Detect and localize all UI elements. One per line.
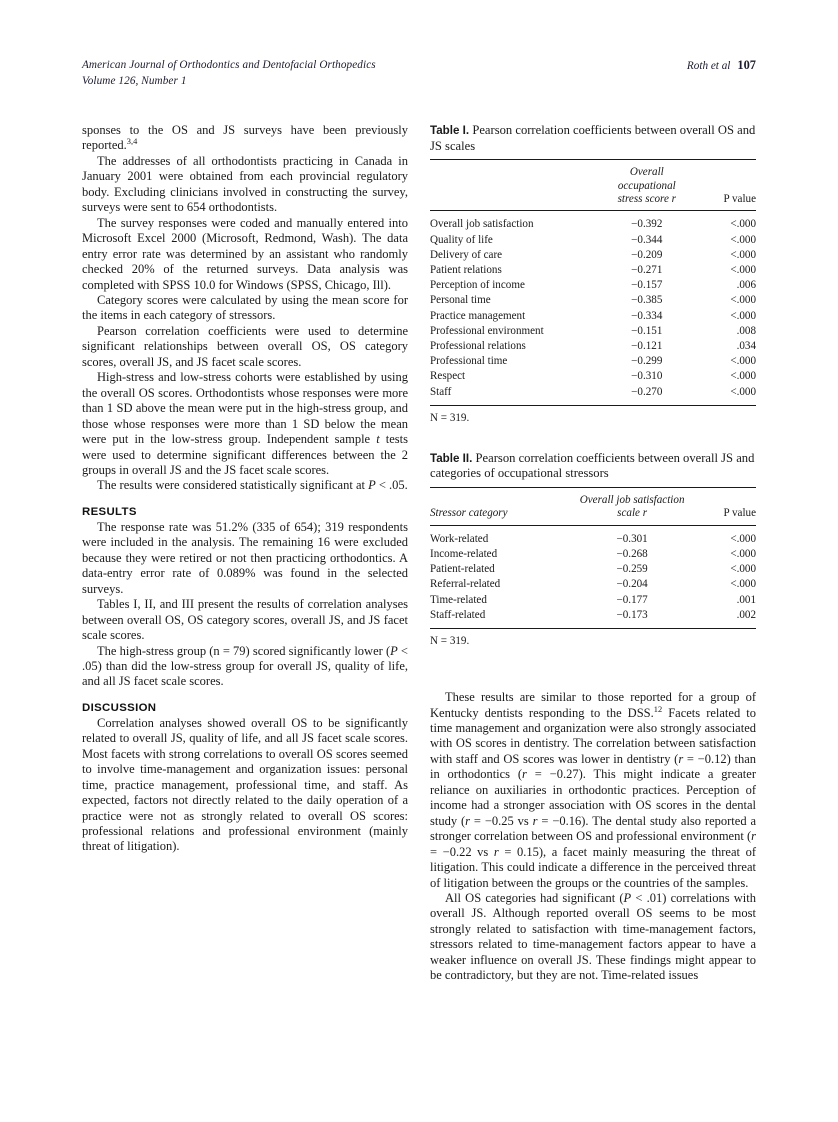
table-1-r1-label: Quality of life bbox=[430, 233, 493, 246]
table-1-header-span-line1: Overall occupational bbox=[603, 160, 691, 193]
table-1-header-pvalue: P value bbox=[691, 193, 756, 211]
table-1-r0-label: Overall job satisfaction bbox=[430, 218, 534, 231]
table-row bbox=[430, 369, 756, 384]
table-row bbox=[430, 233, 756, 248]
table-1-r10-label: Respect bbox=[430, 370, 466, 383]
table-1-r7-value: −0.151 bbox=[631, 324, 663, 337]
table-1 bbox=[430, 159, 756, 406]
journal-volume: Volume 126, Number 1 bbox=[82, 74, 187, 87]
table-2-r5-value: −0.173 bbox=[573, 608, 690, 629]
paragraph-significance: The results were considered statistically significant at P < .05. bbox=[97, 478, 408, 493]
paragraph-high-stress-group: The high-stress group (n = 79) scored significantly lower (P < .05) than did the low-stress group for overall JS, quality of life, and all JS facet scale scores. bbox=[82, 643, 408, 689]
table-row bbox=[430, 339, 756, 354]
p-italic: P bbox=[368, 478, 376, 493]
table-row bbox=[430, 211, 756, 233]
r-italic-4: r bbox=[532, 813, 538, 828]
r-italic-5: r bbox=[751, 829, 756, 844]
r-italic-3: r bbox=[465, 813, 471, 828]
reference-superscript: 3,4 bbox=[126, 137, 138, 147]
table-1-note: N = 319. bbox=[430, 411, 470, 424]
table-1-r8-pvalue: .034 bbox=[736, 340, 756, 353]
table-1-r4-value: −0.157 bbox=[631, 279, 663, 292]
table-1-r10-value: −0.310 bbox=[631, 370, 663, 383]
table-1-r4-label: Perception of income bbox=[430, 279, 525, 292]
table-1-header-stub bbox=[430, 160, 603, 193]
table-2-header-span-line2: scale r bbox=[573, 507, 690, 525]
table-2-r1-value: −0.268 bbox=[616, 548, 648, 561]
p-italic-3: P bbox=[623, 890, 632, 905]
table-2-body bbox=[430, 525, 756, 628]
table-2-caption: Pearson correlation coefficients between overall JS and categories of occupational stressors bbox=[430, 450, 755, 481]
paragraph-addresses: The addresses of all orthodontists practicing in Canada in January 2001 were obtained from each provincial regulatory body. Excluding clinicians involved in constructing the survey, surveys were sent to 654 orthodontists. bbox=[82, 153, 408, 215]
table-1-r5-value: −0.385 bbox=[631, 294, 663, 307]
left-column bbox=[82, 123, 408, 1068]
table-row bbox=[430, 608, 756, 629]
r-italic-2: r bbox=[522, 767, 527, 782]
table-2 bbox=[430, 487, 756, 629]
table-1-r1-value: −0.344 bbox=[631, 233, 663, 246]
table-1-r6-value: −0.334 bbox=[631, 309, 663, 322]
table-2-r0-pvalue: <.000 bbox=[730, 532, 756, 545]
table-row bbox=[430, 324, 756, 339]
table-1-r0-value: −0.392 bbox=[631, 218, 663, 231]
table-1-header-stub-2 bbox=[430, 193, 603, 211]
table-2-r3-label: Referral-related bbox=[430, 578, 501, 591]
table-row bbox=[430, 354, 756, 369]
table-1-r2-pvalue: <.000 bbox=[730, 248, 756, 261]
table-1-r6-label: Practice management bbox=[430, 309, 526, 322]
paragraph-response-rate: The response rate was 51.2% (335 of 654); 319 respondents were included in the analysis. The remaining 16 were excluded because they were retired or not then practicing orthodontics. A data-entry error rate of 0.089% was found in the selected surveys. bbox=[82, 519, 408, 596]
table-1-r11-value: −0.270 bbox=[603, 385, 691, 406]
table-1-r7-pvalue: .008 bbox=[736, 324, 756, 337]
table-2-header-row-1 bbox=[430, 488, 756, 508]
table-1-r5-pvalue: <.000 bbox=[730, 294, 756, 307]
table-2-r3-pvalue: <.000 bbox=[730, 578, 756, 591]
r-italic-6: r bbox=[493, 844, 499, 859]
table-1-r9-pvalue: <.000 bbox=[730, 355, 756, 368]
table-1-r8-value: −0.121 bbox=[631, 340, 663, 353]
table-2-head bbox=[430, 488, 756, 526]
table-1-r11-pvalue: <.000 bbox=[691, 385, 756, 406]
table-2-r4-value: −0.177 bbox=[616, 593, 648, 606]
table-2-r0-label: Work-related bbox=[430, 532, 489, 545]
paragraph-pearson: Pearson correlation coefficients were used to determine significant relationships between overall OS, OS category scores, overall JS, and JS facet scale scores. bbox=[82, 323, 408, 369]
table-1-header-row-1 bbox=[430, 160, 756, 193]
table-row bbox=[430, 577, 756, 592]
table-2-block bbox=[430, 451, 756, 648]
table-1-r3-label: Patient relations bbox=[430, 264, 502, 277]
table-1-block bbox=[430, 123, 756, 425]
table-1-title bbox=[430, 123, 756, 154]
table-2-r3-value: −0.204 bbox=[616, 578, 648, 591]
paragraph-discussion-correlation: Correlation analyses showed overall OS to be significantly related to overall JS, quality of life, and all JS facet scale scores. Most facets with strong correlations to overall OS scores seemed to involve time-management and organization issues: personal time, practice management, professional time, and staff. As expected, factors not directly related to the daily operation of a practice were not as strongly related to overall OS scores: professional relations and professional environment (mainly threat of litigation). bbox=[82, 715, 408, 854]
table-2-header-row-2 bbox=[430, 507, 756, 525]
table-2-header-spacer-2 bbox=[691, 488, 756, 508]
table-2-header-stub: Stressor category bbox=[430, 507, 573, 525]
table-1-r9-value: −0.299 bbox=[631, 355, 663, 368]
table-row bbox=[430, 263, 756, 278]
table-1-r0-pvalue: <.000 bbox=[730, 218, 756, 231]
table-1-body bbox=[430, 211, 756, 405]
table-row bbox=[430, 293, 756, 308]
journal-title: American Journal of Orthodontics and Dentofacial Orthopedics bbox=[82, 59, 376, 71]
running-head-authors-page bbox=[687, 58, 756, 75]
table-row bbox=[430, 593, 756, 608]
running-head-journal bbox=[82, 58, 376, 89]
table-2-r0-value: −0.301 bbox=[616, 532, 648, 545]
table-1-head bbox=[430, 160, 756, 211]
table-1-label: Table I. bbox=[430, 124, 470, 137]
table-row bbox=[430, 278, 756, 293]
page-number: 107 bbox=[737, 58, 756, 72]
paragraph-survey-coding: The survey responses were coded and manually entered into Microsoft Excel 2000 (Microsoft, Redmond, Wash). The data entry error rate was determined by an assistant who randomly checked 20% of the returned surveys. Data analysis was completed with SPSS 10.0 for Windows (SPSS, Chicago, Ill). bbox=[82, 215, 408, 292]
table-row bbox=[430, 562, 756, 577]
table-1-r3-pvalue: <.000 bbox=[730, 264, 756, 277]
table-2-r5-pvalue: .002 bbox=[691, 608, 756, 629]
table-2-label: Table II. bbox=[430, 451, 473, 465]
table-2-note: N = 319. bbox=[430, 635, 470, 648]
table-row bbox=[430, 309, 756, 324]
table-1-r4-pvalue: .006 bbox=[736, 279, 756, 292]
table-1-caption: Pearson correlation coefficients between overall OS and JS scales bbox=[430, 123, 756, 153]
paragraph-category-scores: Category scores were calculated by using the mean score for the items in each category of stressors. bbox=[82, 292, 408, 323]
table-2-r2-value: −0.259 bbox=[616, 563, 648, 576]
paragraph-continuation: sponses to the OS and JS surveys have been previously reported.$^{3,4}$ bbox=[82, 123, 408, 153]
table-1-r5-label: Personal time bbox=[430, 294, 491, 307]
running-head-authors: Roth et al bbox=[686, 60, 731, 72]
table-row bbox=[430, 248, 756, 263]
table-1-r9-label: Professional time bbox=[430, 355, 508, 368]
table-1-r7-label: Professional environment bbox=[430, 324, 544, 337]
heading-discussion: DISCUSSION bbox=[82, 701, 157, 714]
paragraph-cohorts: High-stress and low-stress cohorts were established by using the overall OS scores. Orthodontists whose responses were more than 1 SD above the mean were put in the high-stress group, and those whose responses were more than 1 SD below the mean were put in the low-stress group. Independent sample t tests were used to determine significant differences between the 2 groups in overall JS and the JS facet scale scores. bbox=[82, 370, 408, 477]
paragraph-tables-intro: Tables I, II, and III present the results of correlation analyses between overall OS, OS category scores, overall JS, and JS facet scale scores. bbox=[82, 597, 408, 643]
table-2-header-pvalue: P value bbox=[691, 507, 756, 525]
table-1-r1-pvalue: <.000 bbox=[730, 233, 756, 246]
table-1-r2-label: Delivery of care bbox=[430, 248, 503, 261]
paragraph-kentucky-comparison: These results are similar to those reported for a group of Kentucky dentists responding to the DSS.$^{12}$ Facets related to time management and organization were also strongly associated with OS scores in dentistry. The correlation between satisfaction with staff and OS scores was lower in dentistry (r = −0.12) than in orthodontics (r = −0.27). This might indicate a greater reliance on auxiliaries in orthodontic practices. Perception of income had a stronger association with OS scores in the dental study (r = −0.25 vs r = −0.16). The dental study also reported a stronger correlation between OS and professional environment (r = −0.22 vs r = 0.15), a facet mainly measuring the threat of litigation. This could indicate a difference in the perceived threat of litigation between the groups or the countries of the samples. bbox=[430, 690, 757, 890]
reference-superscript-12: 12 bbox=[653, 704, 663, 714]
table-row bbox=[430, 385, 756, 406]
table-row bbox=[430, 547, 756, 562]
table-2-r5-label: Staff-related bbox=[430, 608, 573, 629]
table-2-title bbox=[430, 451, 756, 482]
table-2-r4-label: Time-related bbox=[430, 593, 487, 606]
table-1-r10-pvalue: <.000 bbox=[730, 370, 756, 383]
table-2-header-span-line1: Overall job satisfaction bbox=[573, 488, 690, 508]
column-spacer bbox=[430, 674, 756, 690]
table-1-r2-value: −0.209 bbox=[631, 248, 663, 261]
heading-results: RESULTS bbox=[82, 505, 137, 518]
r-italic-1: r bbox=[678, 751, 684, 766]
table-2-r1-pvalue: <.000 bbox=[730, 548, 756, 561]
table-row bbox=[430, 525, 756, 547]
table-1-header-spacer bbox=[691, 160, 756, 193]
table-1-r6-pvalue: <.000 bbox=[730, 309, 756, 322]
t-test-italic: t bbox=[376, 432, 380, 447]
right-column bbox=[430, 123, 756, 1068]
running-head bbox=[82, 58, 756, 89]
table-1-r8-label: Professional relations bbox=[430, 340, 526, 353]
table-1-r11-label: Staff bbox=[430, 385, 603, 406]
table-2-r2-label: Patient-related bbox=[430, 563, 495, 576]
table-2-header-spacer bbox=[430, 488, 573, 508]
table-2-r2-pvalue: <.000 bbox=[730, 563, 756, 576]
table-2-r4-pvalue: .001 bbox=[736, 593, 756, 606]
table-1-r3-value: −0.271 bbox=[631, 264, 663, 277]
table-1-header-row-2 bbox=[430, 193, 756, 211]
paragraph-os-categories: All OS categories had significant (P < .01) correlations with overall JS. Although reported overall OS seems to be most strongly related to satisfaction with time-management factors, stressors related to time-management factors appear to have a weaker influence on overall JS. These findings might appear to be contradictory, but they are not. Time-related issues bbox=[430, 890, 756, 983]
table-1-header-span-line2: stress score r bbox=[603, 193, 691, 211]
p-italic-2: P bbox=[390, 643, 398, 658]
table-2-r1-label: Income-related bbox=[430, 548, 498, 561]
body-columns bbox=[82, 123, 756, 1068]
